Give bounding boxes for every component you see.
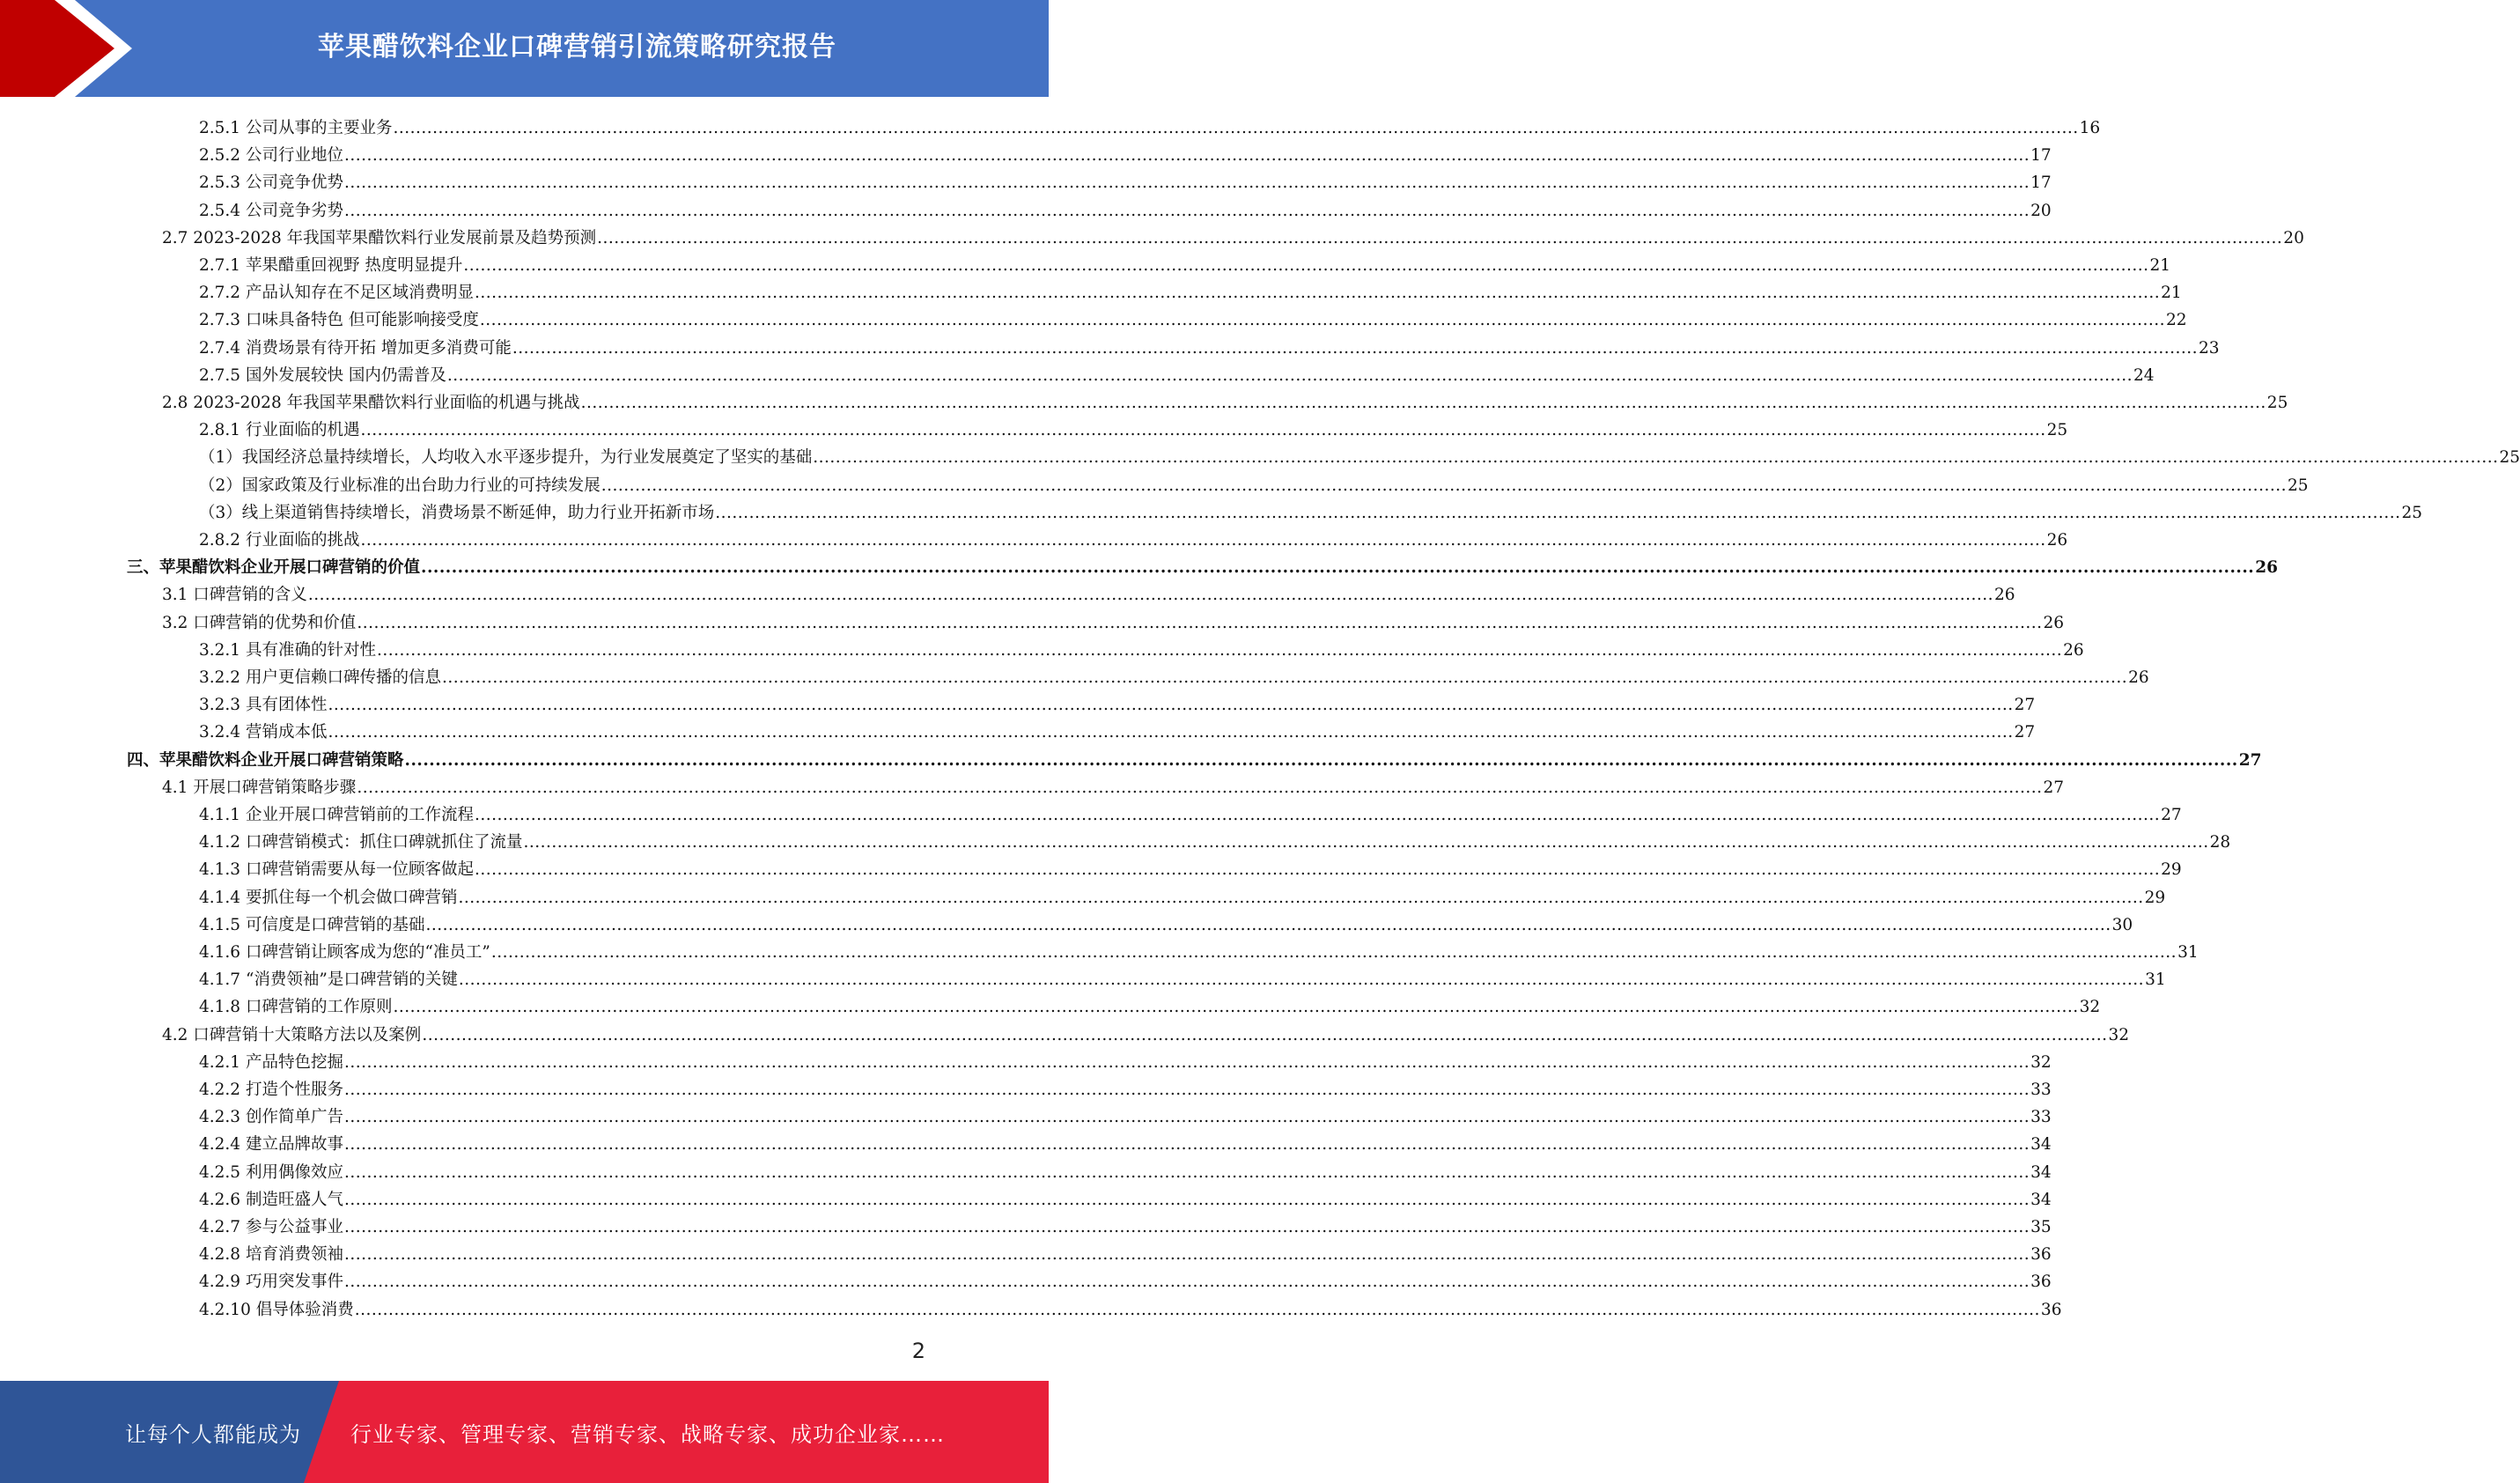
toc-entry-label: 2.7.3 口味具备特色 但可能影响接受度: [199, 311, 479, 330]
toc-entry[interactable]: [162, 771, 2065, 799]
toc-leader-dots: ............................................................................................................................................................................................................................................................................................................: [601, 476, 2287, 495]
toc-entry[interactable]: [162, 222, 2304, 249]
toc-entry-page: 20: [2283, 228, 2304, 247]
toc-entry[interactable]: [199, 826, 2231, 853]
toc-entry[interactable]: [199, 112, 2101, 139]
toc-entry-page: 23: [2199, 338, 2220, 358]
toc-entry[interactable]: [199, 1074, 2052, 1101]
toc-entry-page: 26: [2063, 640, 2084, 660]
toc-entry-label: 2.7.4 消费场景有待开拓 增加更多消费可能: [199, 338, 512, 358]
toc-entry-page: 16: [2079, 119, 2101, 137]
toc-entry[interactable]: [199, 799, 2182, 826]
toc-entry-label: 3.2.3 具有团体性: [199, 696, 328, 715]
toc-entry-page: 33: [2030, 1108, 2052, 1127]
toc-leader-dots: ............................................................................................................................................................................................................................................................................................................: [523, 833, 2209, 852]
toc-entry-page: 20: [2030, 201, 2052, 220]
toc-leader-dots: ............................................................................................................................................................................................................................................................................................................: [343, 1081, 2030, 1099]
toc-entry[interactable]: [199, 661, 2149, 689]
toc-entry-page: 32: [2108, 1025, 2130, 1044]
toc-leader-dots: ............................................................................................................................................................................................................................................................................................................: [343, 201, 2030, 220]
toc-entry-page: 25: [2287, 476, 2309, 495]
toc-entry-label: 4.2.10 倡导体验消费: [199, 1300, 354, 1319]
toc-entry-label: 4.2.8 培育消费领袖: [199, 1245, 343, 1265]
toc-entry-page: 31: [2145, 970, 2166, 990]
toc-leader-dots: ............................................................................................................................................................................................................................................................................................................: [343, 1218, 2030, 1236]
toc-entry[interactable]: [199, 1294, 2062, 1321]
page-number: 2: [911, 1339, 925, 1363]
footer-slogan-lead: 让每个人都能成为: [125, 1421, 301, 1447]
toc-leader-dots: ............................................................................................................................................................................................................................................................................................................: [446, 365, 2133, 385]
toc-entry[interactable]: [162, 1019, 2130, 1046]
toc-entry-label: 4.2.7 参与公益事业: [199, 1218, 343, 1236]
toc-entry-label: 4.1.1 企业开展口碑营销前的工作流程: [199, 806, 474, 824]
toc-entry-label: 2.5.1 公司从事的主要业务: [199, 119, 393, 137]
toc-leader-dots: ............................................................................................................................................................................................................................................................................................................: [307, 586, 1993, 605]
toc-entry-label: 2.7.1 苹果醋重回视野 热度明显提升: [199, 256, 463, 275]
toc-entry-label: 4.1.7 “消费领袖”是口碑营销的关键: [199, 970, 458, 990]
toc-entry[interactable]: [199, 497, 2423, 524]
toc-entry[interactable]: [162, 579, 2015, 606]
toc-entry-page: 27: [2043, 778, 2065, 797]
toc-entry-label: 4.1.4 要抓住每一个机会做口碑营销: [199, 888, 458, 907]
toc-entry[interactable]: [199, 332, 2220, 359]
toc-entry-label: 4.1.2 口碑营销模式：抓住口碑就抓住了流量: [199, 833, 523, 852]
toc-entry-label: 2.5.4 公司竞争劣势: [199, 201, 343, 220]
toc-leader-dots: ............................................................................................................................................................................................................................................................................................................: [343, 1273, 2030, 1292]
toc-entry[interactable]: [199, 1184, 2052, 1211]
toc-leader-dots: ............................................................................................................................................................................................................................................................................................................: [343, 1052, 2030, 1072]
toc-leader-dots: ............................................................................................................................................................................................................................................................................................................: [580, 394, 2266, 412]
toc-entry[interactable]: [162, 387, 2288, 414]
toc-entry-page: 32: [2030, 1052, 2052, 1072]
toc-entry-page: 26: [2043, 613, 2065, 632]
toc-leader-dots: ............................................................................................................................................................................................................................................................................................................: [813, 448, 2499, 468]
toc-leader-dots: ............................................................................................................................................................................................................................................................................................................: [715, 503, 2401, 522]
toc-leader-dots: ............................................................................................................................................................................................................................................................................................................: [343, 173, 2030, 193]
toc-entry[interactable]: [199, 716, 2036, 743]
toc-entry-page: 21: [2149, 256, 2171, 275]
toc-entry-label: 3.2.4 营销成本低: [199, 723, 328, 742]
header-bar: [0, 0, 1049, 97]
toc-entry-page: 29: [2144, 888, 2166, 907]
toc-leader-dots: ............................................................................................................................................................................................................................................................................................................: [463, 256, 2149, 275]
toc-leader-dots: ............................................................................................................................................................................................................................................................................................................: [441, 668, 2128, 687]
toc-entry-label: 2.7 2023-2028 年我国苹果醋饮料行业发展前景及趋势预测: [162, 228, 597, 247]
toc-entry-label: 3.2 口碑营销的优势和价值: [162, 613, 357, 632]
toc-leader-dots: ............................................................................................................................................................................................................................................................................................................: [343, 146, 2030, 166]
toc-entry[interactable]: [199, 1046, 2052, 1074]
toc-entry-page: 17: [2030, 146, 2052, 166]
toc-entry-page: 26: [2128, 668, 2149, 687]
toc-leader-dots: ............................................................................................................................................................................................................................................................................................................: [425, 915, 2111, 934]
toc-entry-label: 4.2.6 制造旺盛人气: [199, 1190, 343, 1209]
toc-entry-page: 36: [2040, 1300, 2062, 1319]
toc-entry[interactable]: [199, 139, 2052, 166]
toc-entry[interactable]: [199, 882, 2166, 909]
toc-entry-page: 36: [2030, 1245, 2052, 1265]
document-title: 苹果醋饮料企业口碑营销引流策略研究报告: [318, 32, 836, 63]
toc-entry-label: 3.1 口碑营销的含义: [162, 586, 307, 605]
toc-leader-dots: ............................................................................................................................................................................................................................................................................................................: [343, 1190, 2030, 1209]
toc-entry-page: 22: [2166, 311, 2187, 330]
toc-entry[interactable]: [199, 689, 2036, 716]
toc-entry-label: 4.1.5 可信度是口碑营销的基础: [199, 915, 425, 934]
toc-entry-label: 2.5.3 公司竞争优势: [199, 173, 343, 193]
toc-entry[interactable]: [127, 551, 2278, 579]
toc-entry-page: 33: [2030, 1081, 2052, 1099]
toc-entry-page: 25: [2046, 421, 2068, 440]
toc-entry-label: 四、苹果醋饮料企业开展口碑营销策略: [127, 750, 404, 770]
toc-leader-dots: ............................................................................................................................................................................................................................................................................................................: [357, 778, 2043, 797]
toc-entry[interactable]: [199, 524, 2068, 551]
toc-entry[interactable]: [199, 469, 2309, 497]
toc-entry-label: （3）线上渠道销售持续增长，消费场景不断延伸，助力行业开拓新市场: [199, 503, 715, 522]
toc-leader-dots: ............................................................................................................................................................................................................................................................................................................: [393, 119, 2079, 137]
toc-entry-page: 27: [2238, 750, 2262, 770]
toc-entry-label: 2.7.5 国外发展较快 国内仍需普及: [199, 365, 446, 385]
toc-entry[interactable]: [199, 1128, 2052, 1155]
toc-entry-label: 3.2.2 用户更信赖口碑传播的信息: [199, 668, 441, 687]
toc-entry-label: 4.2.9 巧用突发事件: [199, 1273, 343, 1292]
toc-entry[interactable]: [199, 1156, 2052, 1184]
toc-leader-dots: ............................................................................................................................................................................................................................................................................................................: [343, 1245, 2030, 1265]
toc-leader-dots: ............................................................................................................................................................................................................................................................................................................: [474, 806, 2161, 824]
toc-entry[interactable]: [199, 195, 2052, 222]
toc-entry-page: 29: [2161, 860, 2182, 880]
toc-leader-dots: ............................................................................................................................................................................................................................................................................................................: [393, 998, 2079, 1017]
toc-leader-dots: ............................................................................................................................................................................................................................................................................................................: [479, 311, 2166, 330]
toc-leader-dots: ............................................................................................................................................................................................................................................................................................................: [328, 696, 2014, 715]
footer-slogan-roles: 行业专家、管理专家、营销专家、战略专家、成功企业家……: [350, 1421, 945, 1447]
toc-entry-label: 4.2.2 打造个性服务: [199, 1081, 343, 1099]
toc-entry-page: 26: [2255, 558, 2278, 578]
toc-entry-page: 34: [2030, 1135, 2052, 1155]
toc-entry[interactable]: [199, 1101, 2052, 1128]
toc-entry-label: 4.1.3 口碑营销需要从每一位顾客做起: [199, 860, 474, 880]
toc-entry-page: 27: [2014, 723, 2036, 742]
toc-entry[interactable]: [199, 1238, 2052, 1265]
toc-entry[interactable]: [199, 249, 2171, 277]
toc-entry-page: 17: [2030, 173, 2052, 193]
toc-entry-page: 28: [2209, 833, 2231, 852]
toc-entry[interactable]: [199, 304, 2187, 331]
toc-entry-page: 25: [2401, 503, 2423, 522]
toc-entry[interactable]: [199, 359, 2155, 387]
toc-entry-page: 27: [2161, 806, 2182, 824]
toc-entry-page: 32: [2079, 998, 2101, 1017]
toc-entry[interactable]: [199, 909, 2133, 936]
toc-entry-page: 31: [2177, 943, 2199, 962]
toc-entry-label: 2.8 2023-2028 年我国苹果醋饮料行业面临的机遇与挑战: [162, 394, 580, 412]
toc-entry-label: （1）我国经济总量持续增长，人均收入水平逐步提升，为行业发展奠定了坚实的基础: [199, 448, 813, 468]
toc-entry[interactable]: [199, 991, 2101, 1018]
toc-leader-dots: ............................................................................................................................................................................................................................................................................................................: [490, 943, 2177, 962]
toc-entry-label: 2.5.2 公司行业地位: [199, 146, 343, 166]
toc-entry-label: 4.1 开展口碑营销策略步骤: [162, 778, 357, 797]
toc-entry-page: 35: [2030, 1218, 2052, 1236]
toc-entry-label: （2）国家政策及行业标准的出台助力行业的可持续发展: [199, 476, 601, 495]
toc-entry-label: 2.7.2 产品认知存在不足区域消费明显: [199, 284, 474, 303]
toc-entry[interactable]: [127, 744, 2262, 771]
toc-leader-dots: ............................................................................................................................................................................................................................................................................................................: [343, 1135, 2030, 1155]
toc-entry[interactable]: [199, 441, 2520, 469]
toc-entry[interactable]: [199, 166, 2052, 194]
toc-entry-page: 30: [2111, 915, 2133, 934]
toc-entry[interactable]: [199, 414, 2068, 441]
toc-leader-dots: ............................................................................................................................................................................................................................................................................................................: [597, 228, 2283, 247]
toc-leader-dots: ............................................................................................................................................................................................................................................................................................................: [458, 970, 2145, 990]
toc-leader-dots: ............................................................................................................................................................................................................................................................................................................: [474, 860, 2161, 880]
toc-entry-page: 36: [2030, 1273, 2052, 1292]
toc-entry[interactable]: [199, 936, 2199, 963]
toc-entry-label: 4.2.4 建立品牌故事: [199, 1135, 343, 1155]
toc-entry-label: 2.8.1 行业面临的机遇: [199, 421, 360, 440]
toc-entry-label: 4.1.8 口碑营销的工作原则: [199, 998, 393, 1017]
toc-leader-dots: ............................................................................................................................................................................................................................................................................................................: [357, 613, 2043, 632]
toc-leader-dots: ............................................................................................................................................................................................................................................................................................................: [421, 558, 2255, 578]
toc-entry-page: 21: [2161, 284, 2182, 303]
toc-entry[interactable]: [199, 634, 2084, 661]
toc-entry-page: 34: [2030, 1190, 2052, 1209]
toc-leader-dots: ............................................................................................................................................................................................................................................................................................................: [474, 284, 2161, 303]
toc-entry-page: 25: [2499, 448, 2520, 468]
toc-leader-dots: ............................................................................................................................................................................................................................................................................................................: [360, 531, 2046, 550]
toc-entry-page: 26: [2046, 531, 2068, 550]
toc-entry-page: 25: [2266, 394, 2288, 412]
toc-leader-dots: ............................................................................................................................................................................................................................................................................................................: [512, 338, 2199, 358]
toc-leader-dots: ............................................................................................................................................................................................................................................................................................................: [422, 1025, 2108, 1044]
toc-leader-dots: ............................................................................................................................................................................................................................................................................................................: [343, 1162, 2030, 1182]
toc-entry[interactable]: [199, 963, 2166, 991]
toc-entry-label: 4.1.6 口碑营销让顾客成为您的“准员工”: [199, 943, 490, 962]
toc-entry-label: 三、苹果醋饮料企业开展口碑营销的价值: [127, 558, 421, 578]
toc-entry-label: 4.2 口碑营销十大策略方法以及案例: [162, 1025, 422, 1044]
toc-leader-dots: ............................................................................................................................................................................................................................................................................................................: [343, 1108, 2030, 1127]
toc-leader-dots: ............................................................................................................................................................................................................................................................................................................: [360, 421, 2046, 440]
toc-leader-dots: ............................................................................................................................................................................................................................................................................................................: [354, 1300, 2040, 1319]
toc-entry-label: 4.2.3 创作简单广告: [199, 1108, 343, 1127]
toc-leader-dots: ............................................................................................................................................................................................................................................................................................................: [404, 750, 2238, 770]
footer-banner: [0, 1381, 1049, 1483]
toc-entry-label: 2.8.2 行业面临的挑战: [199, 531, 360, 550]
toc-entry-page: 34: [2030, 1162, 2052, 1182]
toc-entry[interactable]: [199, 277, 2182, 304]
toc-entry-label: 4.2.1 产品特色挖掘: [199, 1052, 343, 1072]
toc-entry-label: 3.2.1 具有准确的针对性: [199, 640, 376, 660]
toc-entry[interactable]: [199, 853, 2182, 881]
toc-entry-label: 4.2.5 利用偶像效应: [199, 1162, 343, 1182]
toc-entry-page: 26: [1994, 586, 2015, 605]
toc-entry[interactable]: [199, 1211, 2052, 1238]
toc-leader-dots: ............................................................................................................................................................................................................................................................................................................: [328, 723, 2014, 742]
toc-entry-page: 24: [2133, 365, 2155, 385]
toc-leader-dots: ............................................................................................................................................................................................................................................................................................................: [376, 640, 2063, 660]
toc-leader-dots: ............................................................................................................................................................................................................................................................................................................: [458, 888, 2144, 907]
toc-entry[interactable]: [199, 1265, 2052, 1293]
toc-entry[interactable]: [162, 607, 2065, 634]
toc-entry-page: 27: [2014, 696, 2036, 715]
